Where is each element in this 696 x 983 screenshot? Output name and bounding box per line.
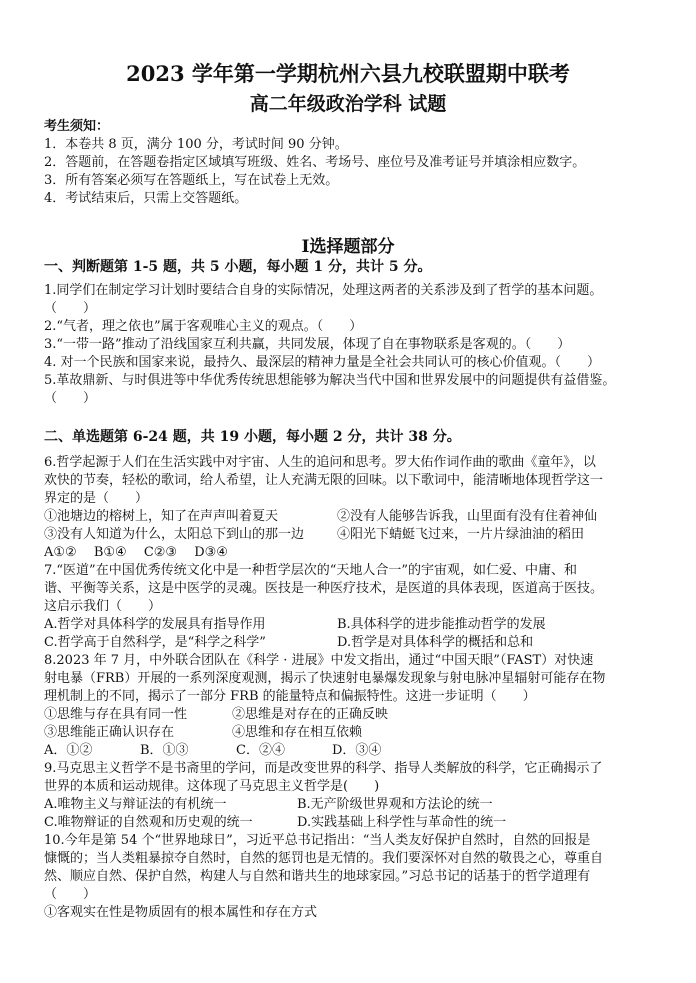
question-7-stem: 7.“医道”在中国优秀传统文化中是一种哲学层次的“天地人合一”的宇宙观，如仁爱、中庸、和: [44, 563, 577, 578]
notice-item: 3．所有答案必须写在答题纸上，写在试卷上无效。: [44, 173, 339, 188]
question-10-option: ①客观实在性是物质固有的根本属性和存在方式: [44, 905, 318, 920]
question-7-stem: 谐、平衡等关系，这是中医学的灵魂。医技是一种医疗技术，是医道的具体表现，医道高于医技。: [44, 581, 604, 596]
question-6-stem: 6.哲学起源于人们在生活实践中对宇宙、人生的追问和思考。罗大佑作词作曲的歌曲《童年》，以: [44, 455, 596, 470]
part-heading-judge: 一、判断题第 1-5 题，共 5 小题，每小题 1 分，共计 5 分。: [44, 259, 432, 275]
question-6-stem: 欢快的节奏，轻松的歌词，给人希望，让人充满无限的回味。以下歌词中，能清晰地体现哲学这一: [44, 473, 604, 488]
question-9-option-d: D.实践基础上科学性与革命性的统一: [297, 815, 507, 830]
question-8-answer-c: C．②④: [236, 743, 285, 758]
question-8-answer-a: A．①②: [44, 743, 93, 758]
exam-subtitle: 高二年级政治学科 试题: [249, 93, 447, 115]
question-7-option-b: B.具体科学的进步能推动哲学的发展: [337, 617, 546, 632]
question-6-option: ④阳光下蜻蜓飞过来，一片片绿油油的稻田: [337, 527, 585, 542]
question-6-option: ③没有人知道为什么，太阳总下到山的那一边: [44, 527, 305, 542]
notice-heading: 考生须知：: [44, 119, 110, 134]
question-8-option: ①思维与存在具有同一性: [44, 707, 188, 722]
notice-item: 2．答题前，在答题卷指定区域填写班级、姓名、考场号、座位号及准考证号并填涂相应数字。: [44, 155, 586, 170]
question-6-stem: 界定的是（ ）: [44, 491, 149, 506]
judge-question: （ ）: [44, 391, 97, 406]
question-10-stem: 然、顺应自然、保护自然，构建人与自然和谐共生的地球家园。”习总书记的话基于的哲学道理有: [44, 869, 591, 884]
question-6-option: ②没有人能够告诉我，山里面有没有住着神仙: [337, 509, 598, 524]
judge-question: 2.“气者，理之依也”属于客观唯心主义的观点。（ ）: [44, 319, 363, 334]
notice-item: 1．本卷共 8 页，满分 100 分，考试时间 90 分钟。: [44, 137, 348, 152]
question-9-option-a: A.唯物主义与辩证法的有机统一: [44, 797, 227, 812]
question-8-answer-d: D．③④: [332, 743, 382, 758]
question-8-answer-b: B．①③: [140, 743, 189, 758]
question-9-stem: 9.马克思主义哲学不是书斋里的学问，而是改变世界的科学、指导人类解放的科学，它正确揭示了: [44, 761, 603, 776]
part-heading-single: 二、单选题第 6-24 题，共 19 小题，每小题 2 分，共计 38 分。: [44, 429, 461, 445]
judge-question: （ ）: [44, 301, 97, 316]
question-10-stem: （ ）: [44, 887, 97, 902]
section-title: Ⅰ选择题部分: [301, 237, 395, 257]
question-7-option-a: A.哲学对具体科学的发展具有指导作用: [44, 617, 266, 632]
question-8-stem: 射电暴（FRB）开展的一系列深度观测，揭示了快速射电暴爆发现象与射电脉冲星辐射可能存在物: [44, 671, 606, 686]
question-10-stem: 10.今年是第 54 个“世界地球日”，习近平总书记指出：“当人类友好保护自然时，自然的回报是: [44, 833, 591, 848]
judge-question: 5.革故鼎新、与时俱进等中华优秀传统思想能够为解决当代中国和世界发展中的问题提供有益借鉴。: [44, 373, 616, 388]
judge-question: 4. 对一个民族和国家来说，最持久、最深层的精神力量是全社会共同认可的核心价值观。（ ）: [44, 355, 601, 370]
question-8-option: ②思维是对存在的正确反映: [232, 707, 389, 722]
question-7-option-d: D.哲学是对具体科学的概括和总和: [337, 635, 534, 650]
question-10-stem: 慷慨的；当人类粗暴掠夺自然时，自然的惩罚也是无情的。我们要深怀对自然的敬畏之心，尊重自: [44, 851, 604, 866]
question-8-option: ④思维和存在相互依赖: [232, 725, 363, 740]
exam-title: 2023 学年第一学期杭州六县九校联盟期中联考: [126, 61, 570, 86]
question-8-stem: 8.2023 年 7 月，中外联合团队在《科学 · 进展》中发文指出，通过“中国天眼”（FAST）对快速: [44, 653, 594, 668]
question-8-stem: 理机制上的不同，揭示了一部分 FRB 的能量特点和偏振特性。这进一步证明（ ）: [44, 689, 536, 704]
question-6-answers: A①② B①④ C②③ D③④: [44, 545, 228, 560]
question-8-option: ③思维能正确认识存在: [44, 725, 175, 740]
question-9-option-c: C.唯物辩证的自然观和历史观的统一: [44, 815, 253, 830]
question-7-stem: 这启示我们（ ）: [44, 599, 162, 614]
question-9-option-b: B.无产阶级世界观和方法论的统一: [297, 797, 493, 812]
question-9-stem: 世界的本质和运动规律。这体现了马克思主义哲学是( ): [44, 779, 380, 794]
question-7-option-c: C.哲学高于自然科学，是“科学之科学”: [44, 635, 266, 650]
judge-question: 1.同学们在制定学习计划时要结合自身的实际情况，处理这两者的关系涉及到了哲学的基本问题。: [44, 283, 603, 298]
judge-question: 3.“一带一路”推动了沿线国家互利共赢，共同发展，体现了自在事物联系是客观的。（ ）: [44, 337, 571, 352]
question-6-option: ①池塘边的榕树上，知了在声声叫着夏天: [44, 509, 279, 524]
notice-item: 4．考试结束后，只需上交答题纸。: [44, 191, 248, 206]
